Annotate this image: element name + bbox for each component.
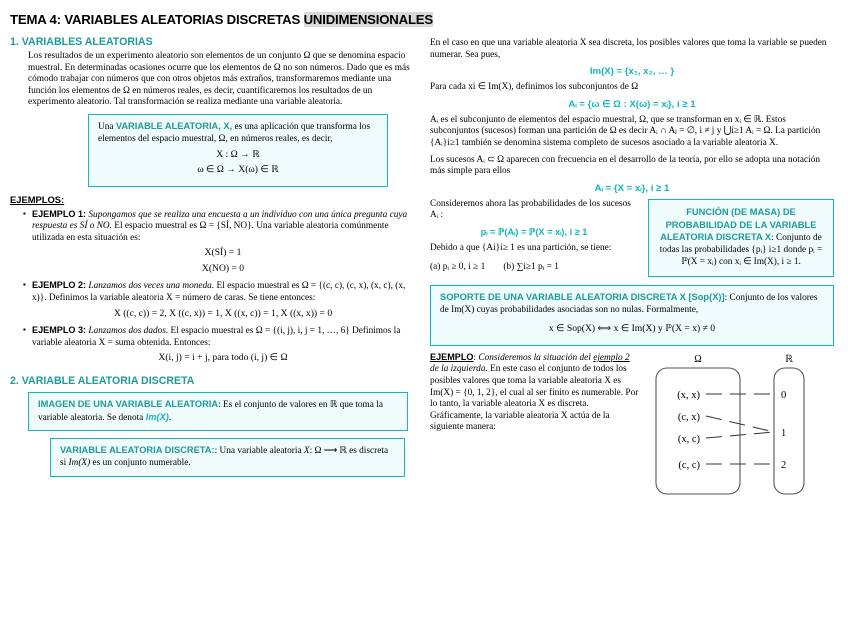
right-example-italic-2: de la izquierda. [430, 364, 488, 375]
right-paragraph-2: Para cada xi ∈ Im(X), definimos los subconjuntos de Ω [430, 82, 639, 93]
vad-italic-1: X [303, 446, 310, 457]
imagen-rest: : Es el conjunto de valores en ℝ que toma la variable aleatoria. Se denota [38, 399, 383, 423]
right-formula-ai-simple: Aᵢ = {X = xᵢ}, i ≥ 1 [594, 182, 670, 194]
mapping-diagram [650, 352, 828, 500]
right-paragraph-1: En el caso en que una variable aleatoria X sea discreta, los posibles valores que toma la variable se pueden numerar. Sea pues, [430, 38, 827, 60]
right-example-rest: En este caso el conjunto de todos los posibles valores que toma la variable aleatoria X es Im(X) = {0, 1, 2}, el cual al ser finito es numerable. Por lo tanto, la variable aleatoria X es discreta. Gráficamente, la variable aleatoria X actúa de la siguiente manera: [430, 364, 639, 433]
soporte-formula: x ∈ Sop(X) ⟺ x ∈ Im(X) y ℙ(X = x) ≠ 0 [548, 323, 716, 335]
callout-variable-aleatoria-discreta [50, 438, 405, 477]
domain-item: (c, c) [678, 459, 700, 471]
callout-variable-aleatoria [88, 114, 388, 187]
right-example-label: EJEMPLO [430, 351, 474, 362]
domain-item: (x, x) [677, 389, 700, 401]
examples-list [10, 209, 414, 365]
list-item [32, 280, 414, 320]
example-rest: El espacio muestral es Ω = {(c, c), (c, x), (x, c), (x, x)}. Definimos la variable aleatoria X = número de caras. Se tiene entonces: [32, 281, 406, 303]
right-formula-pi: pᵢ = ℙ(Aᵢ) = ℙ(X = xᵢ), i ≥ 1 [480, 226, 588, 237]
omega-label: Ω [694, 353, 702, 365]
soporte-rest: : Conjunto de los valores de Im(X) cuyas probabilidades asociadas son no nulas. Formalmente, [440, 292, 818, 315]
codomain-item: 1 [781, 427, 787, 439]
soporte-term: SOPORTE DE UNA VARIABLE ALEATORIA DISCRETA X [Sop(X)] [440, 291, 725, 302]
domain-item: (x, c) [677, 433, 700, 445]
section-heading-1: 1. VARIABLES ALEATORIAS [10, 36, 153, 48]
right-formula-ai: Aᵢ = {ω ∈ Ω : X(ω) = xᵢ}, i ≥ 1 [568, 98, 696, 110]
right-example-sep: : [473, 352, 479, 363]
mapping-diagram-svg [650, 352, 828, 500]
example-italic: Supongamos que se realiza una encuesta a un individuo con una única pregunta cuya respuesta es SÍ o NO. [32, 209, 408, 232]
page-title-plain: TEMA 4: VARIABLES ALEATORIAS DISCRETAS [10, 12, 304, 27]
vad-italic-2: Im(X) [68, 458, 91, 469]
example-label: EJEMPLO 3: [32, 325, 87, 336]
example-label: EJEMPLO 2: [32, 280, 87, 291]
section-heading-2: 2. VARIABLE ALEATORIA DISCRETA [10, 374, 195, 387]
right-example-text [430, 352, 640, 434]
vad-rest: : Una variable aleatoria [214, 446, 304, 457]
right-formula-im: Im(X) = {x₁, x₂, … } [589, 66, 675, 78]
example-italic: Lanzamos dos dados. [88, 326, 169, 337]
imagen-tail: . [168, 412, 172, 423]
callout-soporte [430, 285, 834, 346]
vad-term: VARIABLE ALEATORIA DISCRETA: [60, 445, 215, 456]
funcion-rest: : Conjunto de todas las probabilidades {pᵢ} i≥1 donde pᵢ = ℙ(X = xᵢ) con xᵢ ∈ Im(X), i ≥ 1. [659, 233, 823, 267]
vardef-formula-2: ω ∈ Ω → X(ω) ∈ ℝ [197, 164, 279, 176]
codomain-item: 2 [781, 459, 787, 471]
right-paragraph-5: Consideremos ahora las probabilidades de los sucesos Aᵢ : [430, 198, 631, 221]
example-label: EJEMPLO 1: [32, 208, 87, 219]
probabilities-text [430, 199, 638, 272]
callout-funcion-masa-probabilidad [648, 199, 834, 277]
example-diagram-row [430, 352, 834, 500]
examples-heading: EJEMPLOS: [10, 193, 65, 205]
example-formula: X ((c, c)) = 2, X ((c, x)) = 1, X ((x, c)) = 1, X ((x, x)) = 0 [113, 307, 333, 319]
funcion-term: FUNCIÓN (DE MASA) DE PROBABILIDAD DE LA VARIABLE ALEATORIA DISCRETA X [660, 206, 817, 243]
example-rest: El espacio muestral es Ω = {SÍ, NO}. Una variable aleatoria comúnmente utilizada en esta situación es: [32, 221, 389, 243]
right-paragraph-6: Debido a que {Ai}i≥ 1 es una partición, se tiene: [430, 242, 612, 253]
vardef-formula-1: X : Ω → ℝ [216, 148, 260, 160]
vad-rest-3: es un conjunto numerable. [90, 458, 191, 469]
page-title-highlight: UNIDIMENSIONALES [303, 12, 433, 27]
vardef-lead: Una [98, 121, 116, 132]
right-example-italic-1: Consideremos la situación del [478, 352, 594, 363]
probability-conditions [430, 262, 638, 272]
vardef-rest: es una aplicación que transforma los elementos del espacio muestral, Ω, en números reales, es decir, [98, 121, 371, 144]
reals-label: ℝ [785, 353, 793, 365]
right-paragraph-3: Aᵢ es el subconjunto de elementos del espacio muestral, Ω, que se transforman en xᵢ ∈ ℝ. Estos subconjuntos (sucesos) forman una partición de Ω es decir Aᵢ ∩ Aⱼ = ∅, i ≠ j y ⋃i≥1 Aᵢ = Ω. La partición {Aᵢ}i≥1 también se denomina sistema completo de sucesos asociado a la variable aleatoria X. [430, 114, 821, 148]
imagen-term: IMAGEN DE UNA VARIABLE ALEATORIA [38, 398, 219, 409]
imagen-italic: Im(X) [145, 411, 169, 422]
right-column [430, 34, 834, 625]
domain-item: (c, x) [677, 411, 700, 423]
probabilities-row [430, 199, 834, 277]
right-paragraph-4: Los sucesos Aᵢ ⊂ Ω aparecen con frecuencia en el desarrollo de la teoría, por ello se adopta una notación más simple para ellos [430, 154, 821, 177]
vardef-term: VARIABLE ALEATORIA, X, [115, 120, 233, 131]
callout-imagen-variable-aleatoria [28, 392, 408, 432]
example-rest: El espacio muestral es Ω = {(i, j), i, j = 1, …, 6} Definimos la variable aleatoria X = suma obtenida. Entonces: [32, 326, 401, 348]
codomain-set-shape [774, 368, 804, 494]
example-italic: Lanzamos dos veces una moneda. [88, 281, 215, 292]
right-example-italic-underline: ejemplo 2 [593, 352, 630, 363]
condition-b: (b) ∑i≥1 pᵢ = 1 [503, 261, 559, 272]
section1-paragraph: Los resultados de un experimento aleatorio son elementos de un conjunto Ω que se denomina espacio muestral. En determinadas ocasiones ocurre que los elementos de Ω no son números. Dado que es más cómodo trabajar con números que con otros objetos más extraños, transformaremos mediante una función los elementos de Ω en números reales, es decir, cuantificaremos los resultados de un experimento aleatorio. Tal transformación se realiza mediante una variable aleatoria. [28, 51, 410, 108]
list-item [32, 209, 414, 276]
example-formula: X(i, j) = i + j, para todo (i, j) ∈ Ω [158, 352, 288, 364]
vardef-text [98, 121, 378, 146]
two-column-body [10, 34, 838, 625]
codomain-item: 0 [781, 389, 787, 401]
list-item [32, 325, 414, 365]
example-formula: X(SÍ) = 1 [204, 247, 242, 259]
condition-a: (a) pᵢ ≥ 0, i ≥ 1 [430, 261, 486, 272]
page-title [10, 12, 838, 27]
domain-set-shape [656, 368, 740, 494]
example-formula: X(NO) = 0 [201, 262, 245, 274]
vad-rest-2: : Ω ⟶ ℝ es discreta si [60, 446, 389, 469]
left-column [10, 34, 414, 625]
